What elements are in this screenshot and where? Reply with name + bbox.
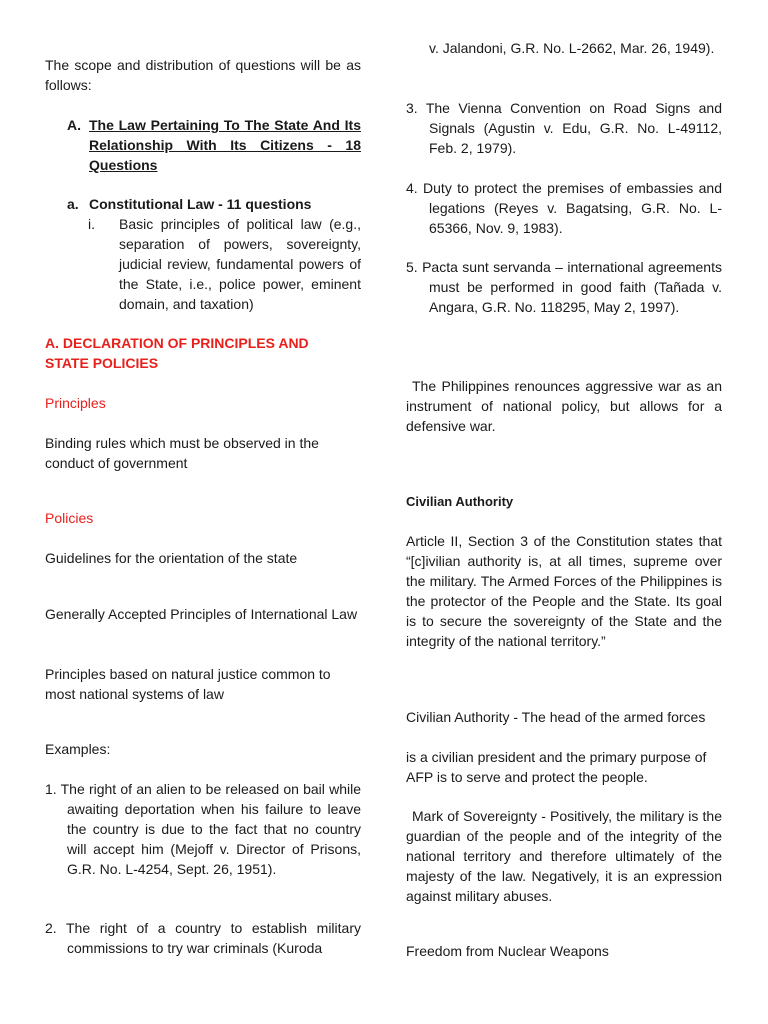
outline-item-i: [45, 214, 361, 314]
renounces-war-paragraph: The Philippines renounces aggressive war as an instrument of national policy, but allows for a defensive war.: [406, 378, 722, 434]
civilian-authority-line1: Civilian Authority - The head of the armed forces: [406, 709, 706, 725]
gapil-text: Principles based on natural justice common to most national systems of law: [45, 666, 331, 702]
outline-item-A: [67, 115, 361, 175]
outline-text-i: Basic principles of political law (e.g., separation of powers, sovereignty, judicial review, fundamental powers of the State, i.e., police power, eminent domain, and taxation): [119, 216, 361, 312]
nuclear-weapons-heading: Freedom from Nuclear Weapons: [406, 943, 609, 959]
outline-label-i: i.: [88, 216, 95, 232]
example-2: 2. The right of a country to establish military commissions to try war criminals (Kuroda: [45, 920, 361, 956]
example-5: 5. Pacta sunt servanda – international agreements must be performed in good faith (Tañada v. Angara, G.R. No. 118295, May 2, 1997).: [406, 259, 722, 315]
example-1: 1. The right of an alien to be released on bail while awaiting deportation when his failure to leave the country is due to the fact that no country will accept him (Mejoff v. Director of Prisons, G.R. No. L-4254, Sept. 26, 1951).: [45, 781, 361, 877]
example-4: 4. Duty to protect the premises of embassies and legations (Reyes v. Bagatsing, G.R. No. L-65366, Nov. 9, 1983).: [406, 180, 722, 236]
civilian-authority-heading: Civilian Authority: [406, 494, 514, 509]
example-3: 3. The Vienna Convention on Road Signs and Signals (Agustin v. Edu, G.R. No. L-49112, Feb. 2, 1979).: [406, 100, 722, 156]
article-paragraph: Article II, Section 3 of the Constitution states that “[c]ivilian authority is, at all times, supreme over the military. The Armed Forces of the Philippines is the protector of the People and the State. Its goal is to secure the sovereignty of the State and the integrity of the national territory.”: [406, 533, 722, 649]
example-2-continued: v. Jalandoni, G.R. No. L-2662, Mar. 26, 1949).: [429, 40, 715, 56]
gapil-heading: Generally Accepted Principles of International Law: [45, 606, 358, 622]
examples-label: Examples:: [45, 741, 111, 757]
outline-label-a: a.: [67, 196, 79, 212]
outline-text-a: Constitutional Law - 11 questions: [89, 196, 312, 212]
policies-text: Guidelines for the orientation of the state: [45, 550, 298, 566]
outline-text-A: The Law Pertaining To The State And Its Relationship With Its Citizens - 18 Questions: [89, 117, 361, 173]
intro-paragraph: The scope and distribution of questions will be as follows:: [45, 57, 361, 93]
section-heading: A. DECLARATION OF PRINCIPLES AND STATE POLICIES: [45, 335, 309, 371]
civilian-authority-line2: is a civilian president and the primary purpose of AFP is to serve and protect the people.: [406, 749, 707, 785]
principles-text: Binding rules which must be observed in the conduct of government: [45, 435, 319, 471]
outline-label-A: A.: [67, 117, 81, 133]
mark-of-sovereignty-paragraph: Mark of Sovereignty - Positively, the military is the guardian of the people and of the integrity of the national territory and therefore ultimately of the majesty of the law. Negatively, it is an expression against military abuses.: [406, 808, 722, 904]
principles-heading: Principles: [45, 395, 106, 411]
policies-heading: Policies: [45, 510, 94, 526]
outline-item-a: [67, 194, 383, 214]
